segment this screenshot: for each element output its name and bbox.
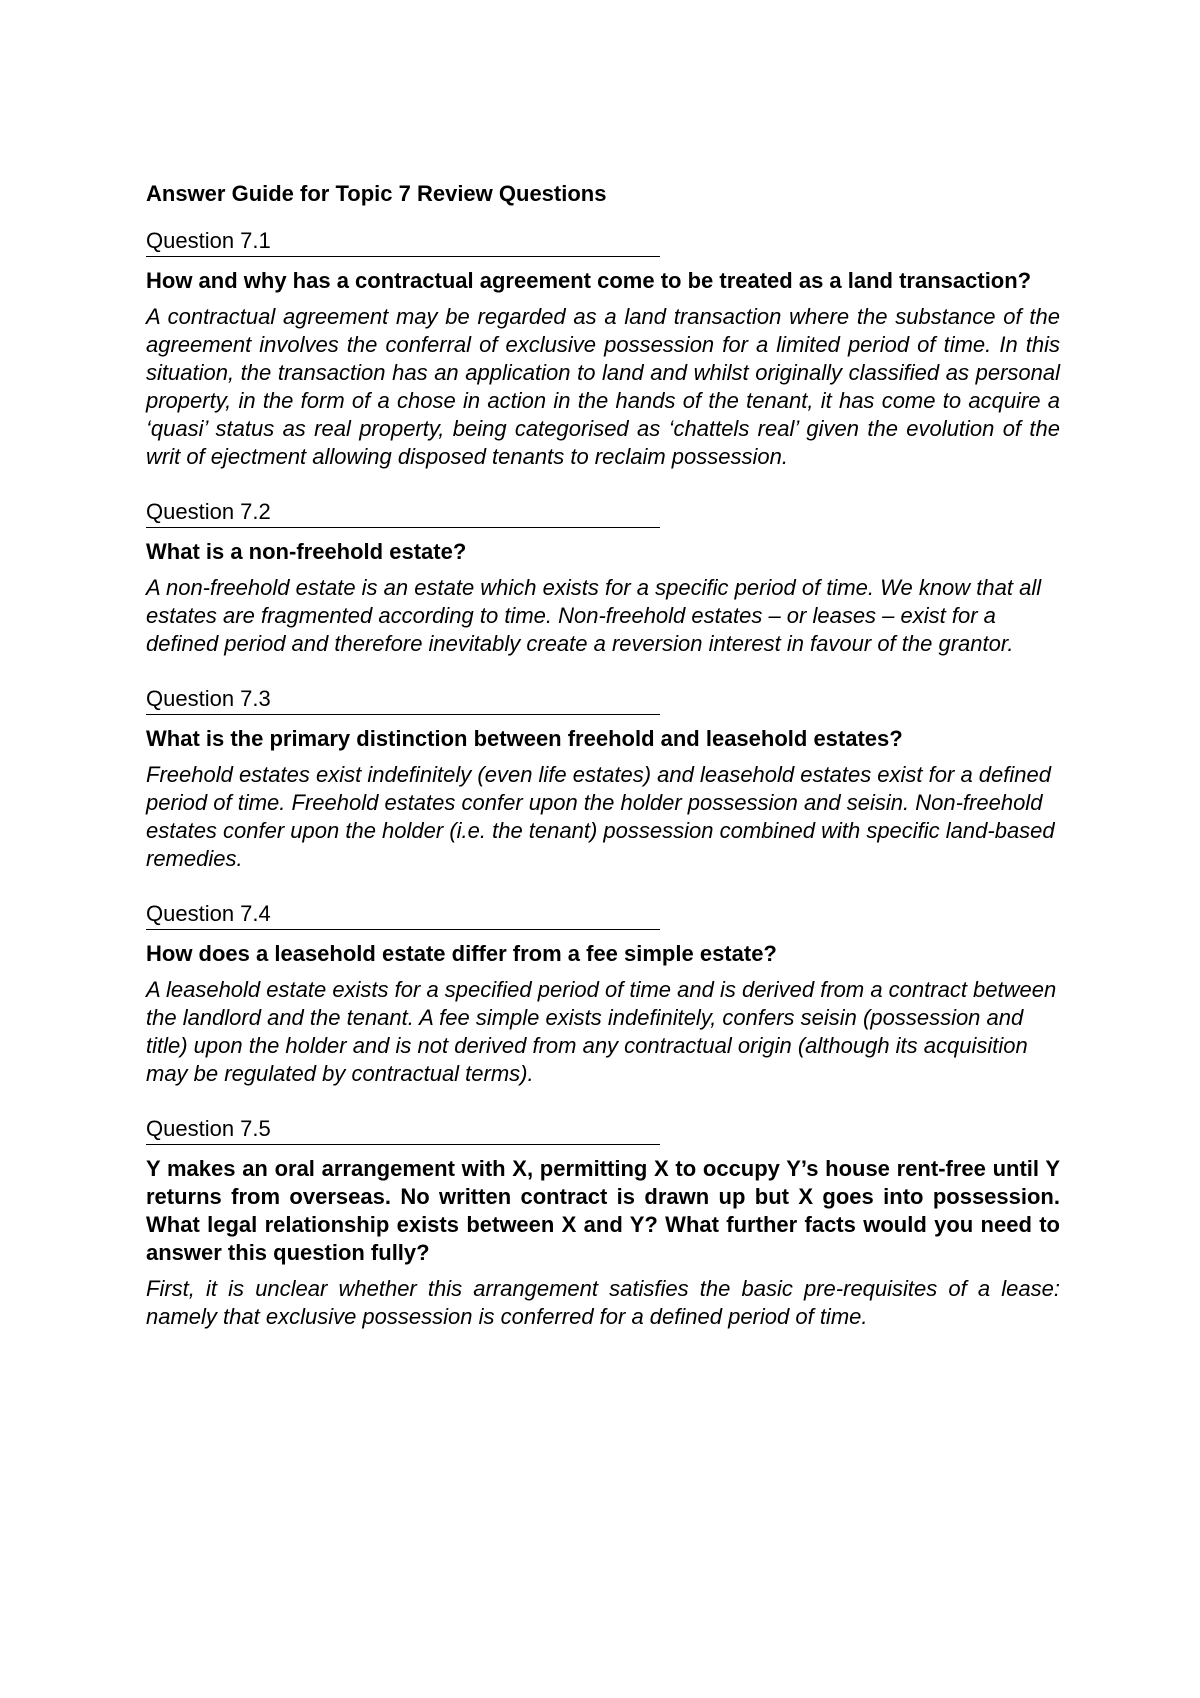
question-heading: Question 7.3 (146, 686, 660, 715)
answer-text: A non-freehold estate is an estate which exists for a specific period of time. We know that all estates are fragmented according to time. Non-freehold estates – or leases – exist for a defined period and therefore inevitably create a reversion interest in favour of the grantor. (146, 575, 1042, 656)
document-content (146, 180, 1060, 1359)
question-heading: Question 7.4 (146, 901, 660, 930)
answer-text: Freehold estates exist indefinitely (even life estates) and leasehold estates exist for a defined period of time. Freehold estates confer upon the holder possession and seisin. Non-freehold estates confer upon the holder (i.e. the tenant) possession combined with specific land-based remedies. (146, 762, 1055, 871)
question-section-7-2 (146, 499, 1060, 658)
question-text: How does a leasehold estate differ from a fee simple estate? (146, 941, 777, 966)
question-text: Y makes an oral arrangement with X, permitting X to occupy Y’s house rent-free until Y returns from overseas. No written contract is drawn up but X goes into possession. What legal relationship exists between X and Y? What further facts would you need to answer this question fully? (146, 1156, 1060, 1265)
question-section-7-5 (146, 1116, 1060, 1331)
question-section-7-3 (146, 686, 1060, 873)
answer-text: A contractual agreement may be regarded as a land transaction where the substance of the agreement involves the conferral of exclusive possession for a limited period of time. In this situation, the transaction has an application to land and whilst originally classified as personal property, in the form of a chose in action in the hands of the tenant, it has come to acquire a ‘quasi’ status as real property, being categorised as ‘chattels real’ given the evolution of the writ of ejectment allowing disposed tenants to reclaim possession. (146, 304, 1060, 469)
question-heading: Question 7.1 (146, 228, 660, 257)
question-section-7-1 (146, 228, 1060, 471)
question-heading: Question 7.2 (146, 499, 660, 528)
question-heading: Question 7.5 (146, 1116, 660, 1145)
answer-text: A leasehold estate exists for a specified period of time and is derived from a contract between the landlord and the tenant. A fee simple exists indefinitely, confers seisin (possession and title) upon the holder and is not derived from any contractual origin (although its acquisition may be regulated by contractual terms). (146, 977, 1057, 1086)
question-text: How and why has a contractual agreement come to be treated as a land transaction? (146, 268, 1032, 293)
question-section-7-4 (146, 901, 1060, 1088)
document-title: Answer Guide for Topic 7 Review Questions (146, 181, 607, 206)
question-text: What is a non-freehold estate? (146, 539, 467, 564)
answer-text: First, it is unclear whether this arrangement satisfies the basic pre-requisites of a lease: namely that exclusive possession is conferred for a defined period of time. (146, 1276, 1060, 1329)
question-text: What is the primary distinction between freehold and leasehold estates? (146, 726, 903, 751)
